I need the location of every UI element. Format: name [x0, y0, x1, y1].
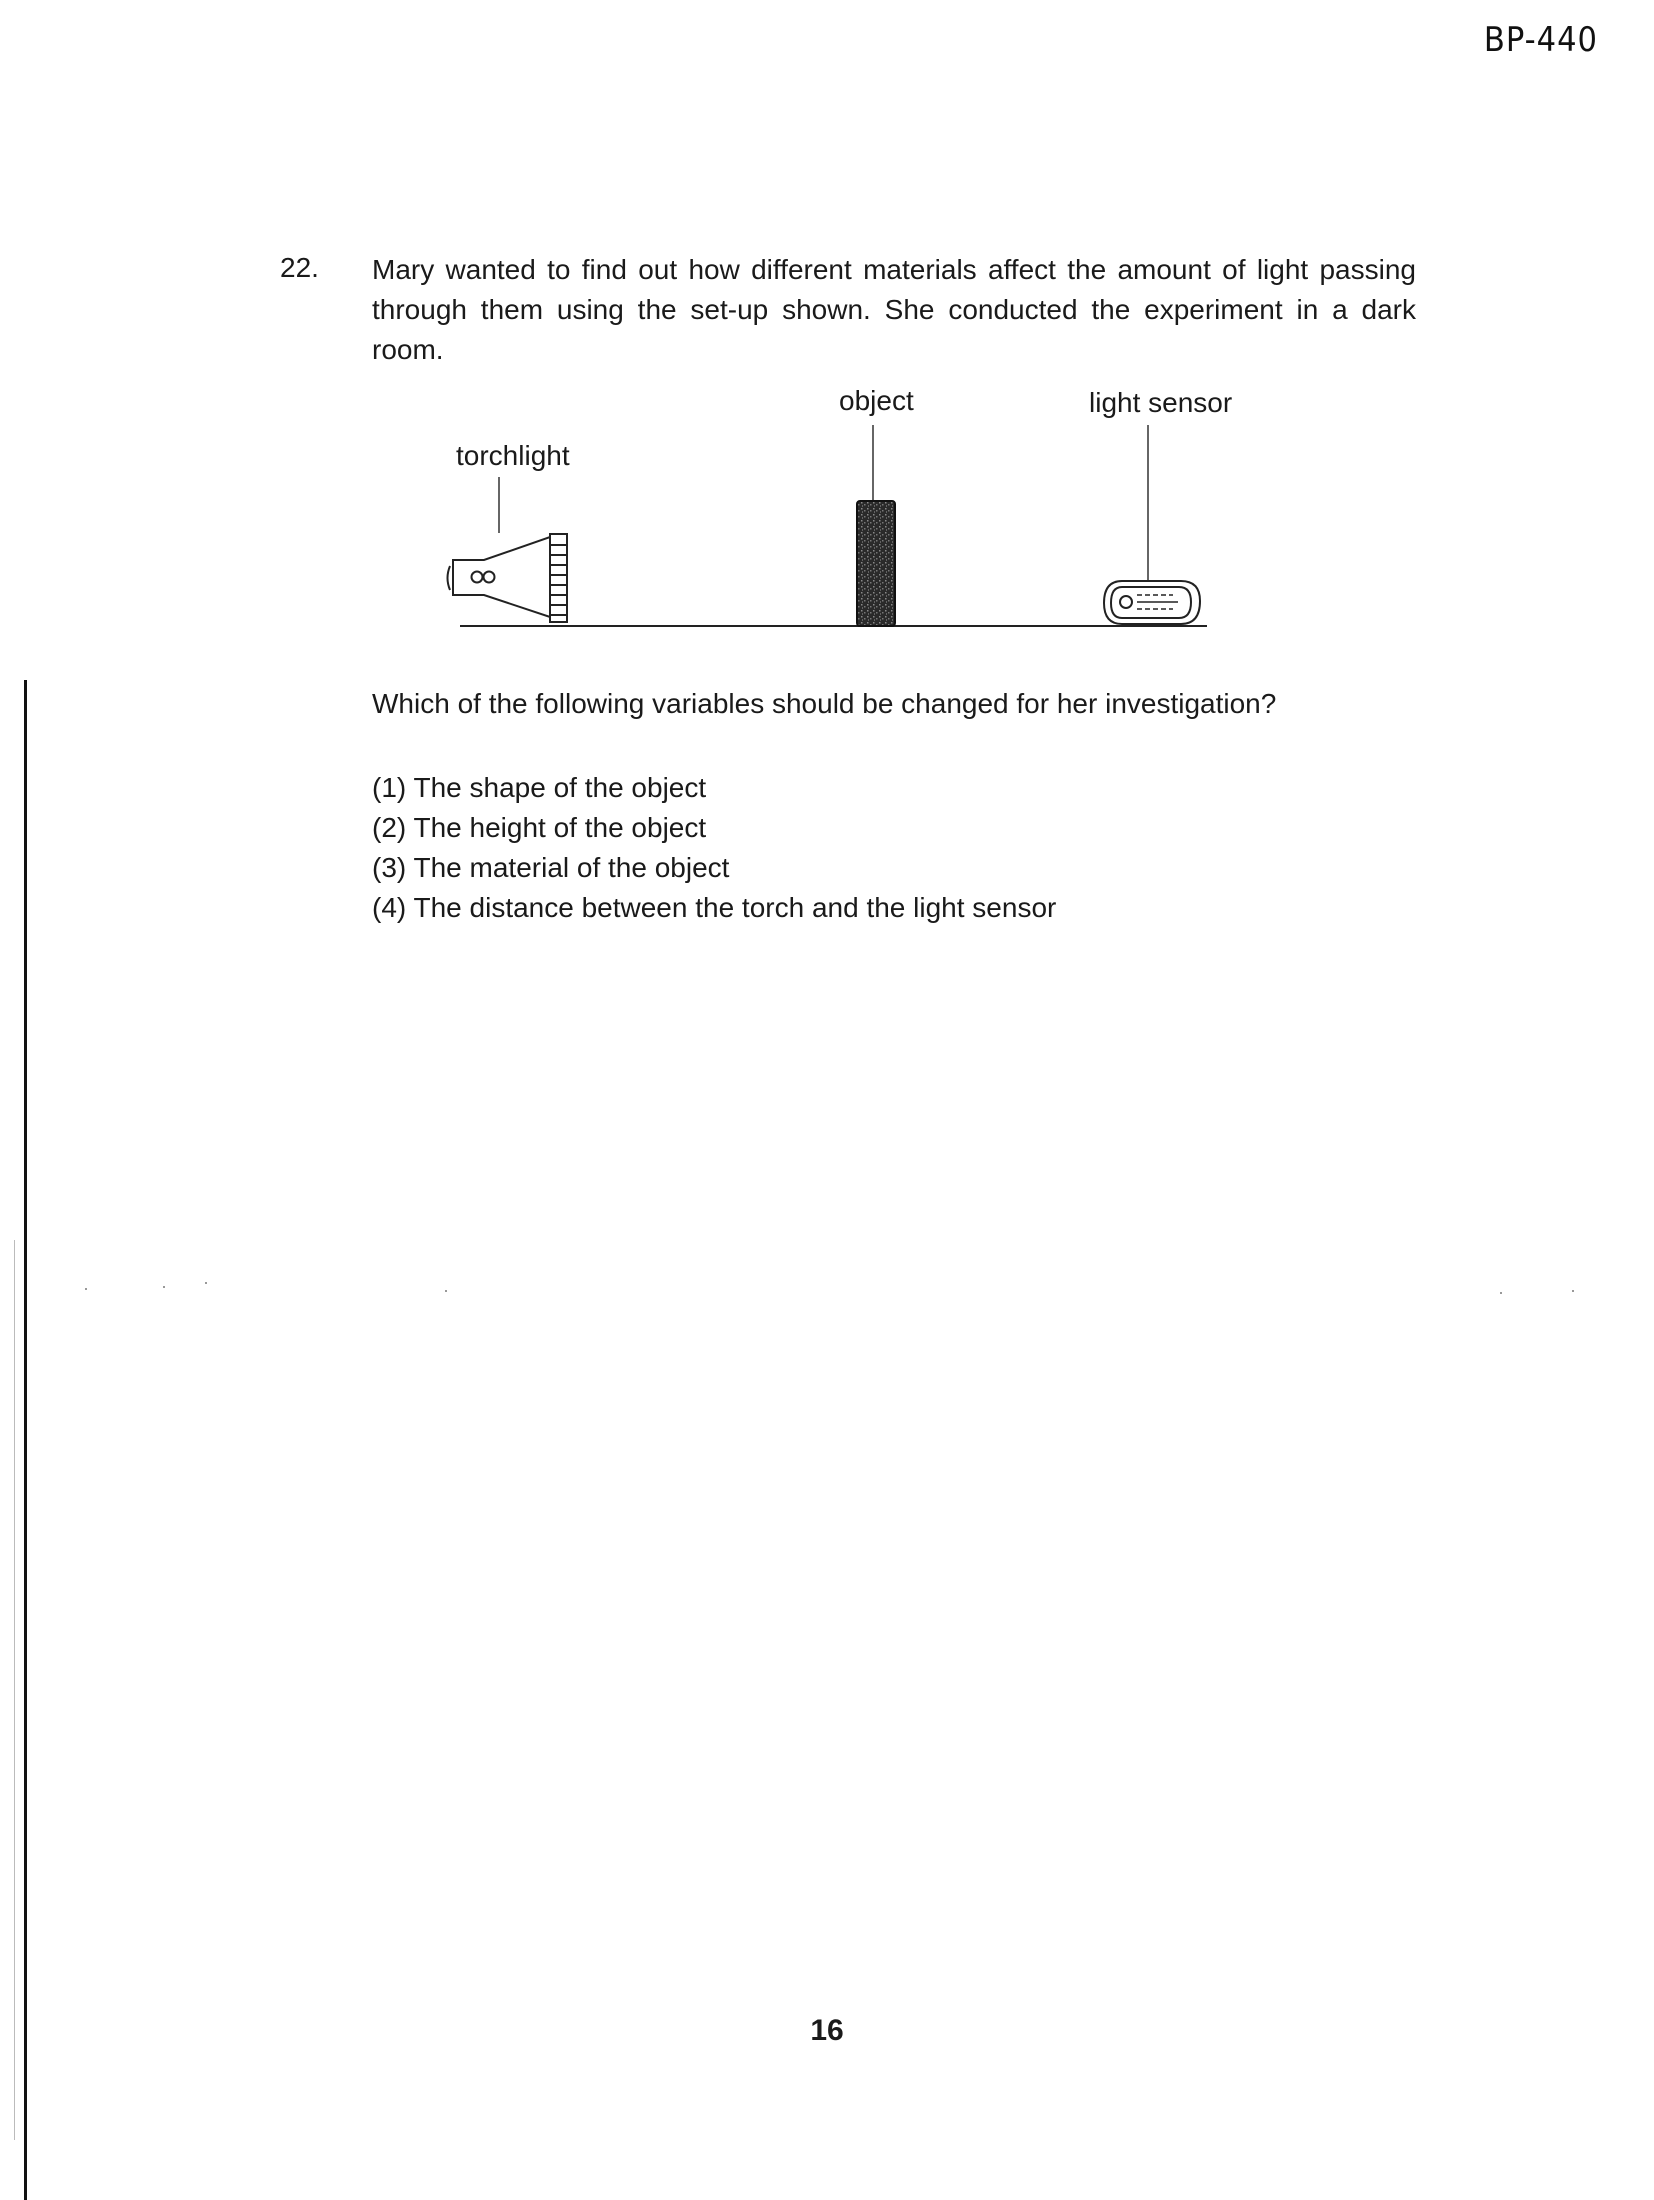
object-block: [857, 501, 895, 626]
scan-speck: [445, 1290, 447, 1292]
scan-speck: [205, 1282, 207, 1284]
scan-edge-line: [24, 680, 27, 2200]
answer-option-2[interactable]: (2) The height of the object: [372, 812, 707, 843]
page-number: 16: [810, 2014, 844, 2047]
light-sensor-icon: [1104, 581, 1200, 624]
page-code: BP-440: [1483, 20, 1598, 60]
scan-edge-line-faint: [14, 1240, 15, 2140]
scan-speck: [85, 1288, 87, 1290]
torchlight-icon: [448, 534, 568, 622]
question-stem: Mary wanted to find out how different materials affect the amount of light passing through them using the set-up shown. She conducted the experiment in a dark room.: [372, 254, 1416, 365]
object-label: object: [839, 385, 914, 416]
scan-speck: [163, 1286, 165, 1288]
question-number: 22.: [280, 252, 319, 283]
experiment-diagram: [440, 375, 1240, 650]
question-prompt: Which of the following variables should be changed for her investigation?: [372, 688, 1277, 719]
answer-options: [372, 768, 1056, 928]
scan-speck: [1572, 1290, 1574, 1292]
answer-option-1[interactable]: (1) The shape of the object: [372, 772, 707, 803]
light-sensor-label: light sensor: [1089, 387, 1233, 418]
answer-option-3[interactable]: (3) The material of the object: [372, 852, 730, 883]
scan-speck: [1500, 1292, 1502, 1294]
torchlight-label: torchlight: [456, 440, 570, 471]
answer-option-4[interactable]: (4) The distance between the torch and the light sensor: [372, 892, 1057, 923]
